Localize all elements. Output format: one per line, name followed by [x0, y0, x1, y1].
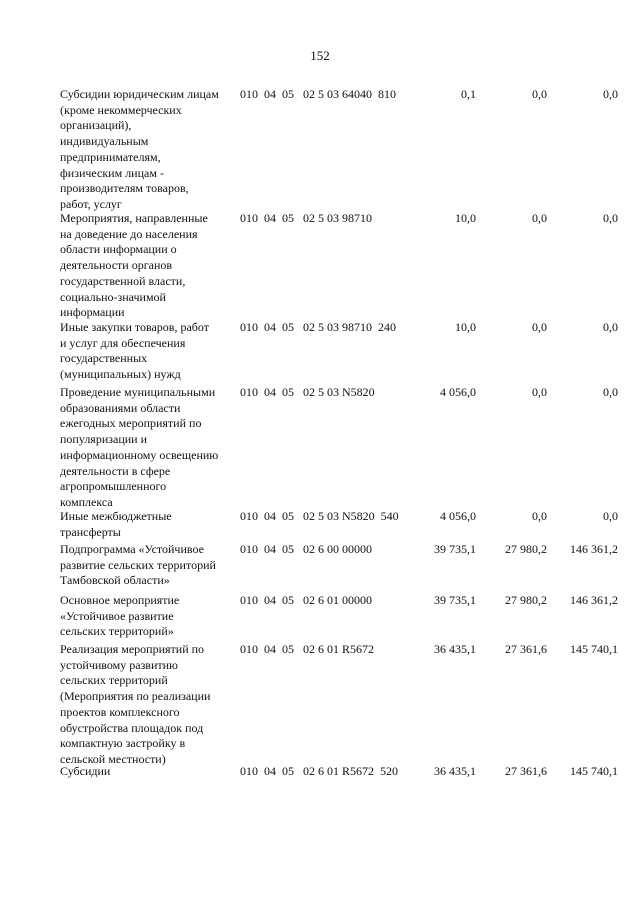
row-value-1: 36 435,1: [434, 764, 476, 778]
row-value-2: 27 980,2: [505, 593, 547, 607]
page-number: 152: [310, 48, 330, 63]
row-value-3: 0,0: [603, 509, 618, 523]
row-value-3: 145 740,1: [570, 642, 618, 656]
row-value-3: 145 740,1: [570, 764, 618, 778]
row-code: 010 04 05 02 6 01 R5672 520: [240, 764, 399, 778]
row-code: 010 04 05 02 5 03 98710: [240, 211, 372, 225]
row-name: Основное мероприятие «Устойчивое развитие сельских территорий»: [60, 593, 180, 639]
row-value-2: 0,0: [532, 87, 547, 101]
row-value-2: 27 980,2: [505, 542, 547, 556]
row-name: Иные закупки товаров, работ и услуг для обеспечения государственных (муниципальных) нужд: [60, 320, 209, 382]
row-value-3: 0,0: [603, 211, 618, 225]
row-value-3: 146 361,2: [570, 542, 618, 556]
row-value-2: 0,0: [532, 385, 547, 399]
row-value-1: 10,0: [455, 211, 476, 225]
row-value-1: 39 735,1: [434, 542, 476, 556]
row-value-3: 0,0: [603, 385, 618, 399]
row-name: Субсидии юридическим лицам (кроме некоммерческих организаций), индивидуальным предпринимателям, физическим лицам - производителям товаров, работ, услуг: [60, 87, 219, 211]
row-name: Субсидии: [60, 764, 111, 778]
row-name: Мероприятия, направленные на доведение до населения области информации о деятельности органов государственной власти, социально-значимой информации: [60, 211, 208, 320]
row-value-2: 0,0: [532, 320, 547, 334]
row-code: 010 04 05 02 5 03 64040 810: [240, 87, 396, 101]
row-value-2: 27 361,6: [505, 642, 547, 656]
row-value-1: 10,0: [455, 320, 476, 334]
row-name: Проведение муниципальными образованиями области ежегодных мероприятий по популяризации и информационному освещению деятельности в сфере агропромышленного комплекса: [60, 385, 219, 509]
row-code: 010 04 05 02 6 01 00000: [240, 593, 372, 607]
row-value-1: 39 735,1: [434, 593, 476, 607]
row-value-1: 4 056,0: [440, 509, 476, 523]
row-code: 010 04 05 02 5 03 N5820 540: [240, 509, 399, 523]
row-value-2: 0,0: [532, 211, 547, 225]
row-value-1: 4 056,0: [440, 385, 476, 399]
row-value-3: 0,0: [603, 87, 618, 101]
row-name: Подпрограмма «Устойчивое развитие сельских территорий Тамбовской области»: [60, 542, 216, 588]
row-value-2: 27 361,6: [505, 764, 547, 778]
row-name: Реализация мероприятий по устойчивому развитию сельских территорий (Мероприятия по реализации проектов комплексного обустройства площадок под компактную застройку в сельской местности): [60, 642, 211, 766]
row-value-3: 0,0: [603, 320, 618, 334]
row-name: Иные межбюджетные трансферты: [60, 509, 172, 539]
row-value-1: 36 435,1: [434, 642, 476, 656]
row-value-2: 0,0: [532, 509, 547, 523]
row-value-1: 0,1: [461, 87, 476, 101]
row-code: 010 04 05 02 5 03 N5820: [240, 385, 375, 399]
row-code: 010 04 05 02 5 03 98710 240: [240, 320, 396, 334]
row-code: 010 04 05 02 6 00 00000: [240, 542, 372, 556]
row-value-3: 146 361,2: [570, 593, 618, 607]
row-code: 010 04 05 02 6 01 R5672: [240, 642, 375, 656]
